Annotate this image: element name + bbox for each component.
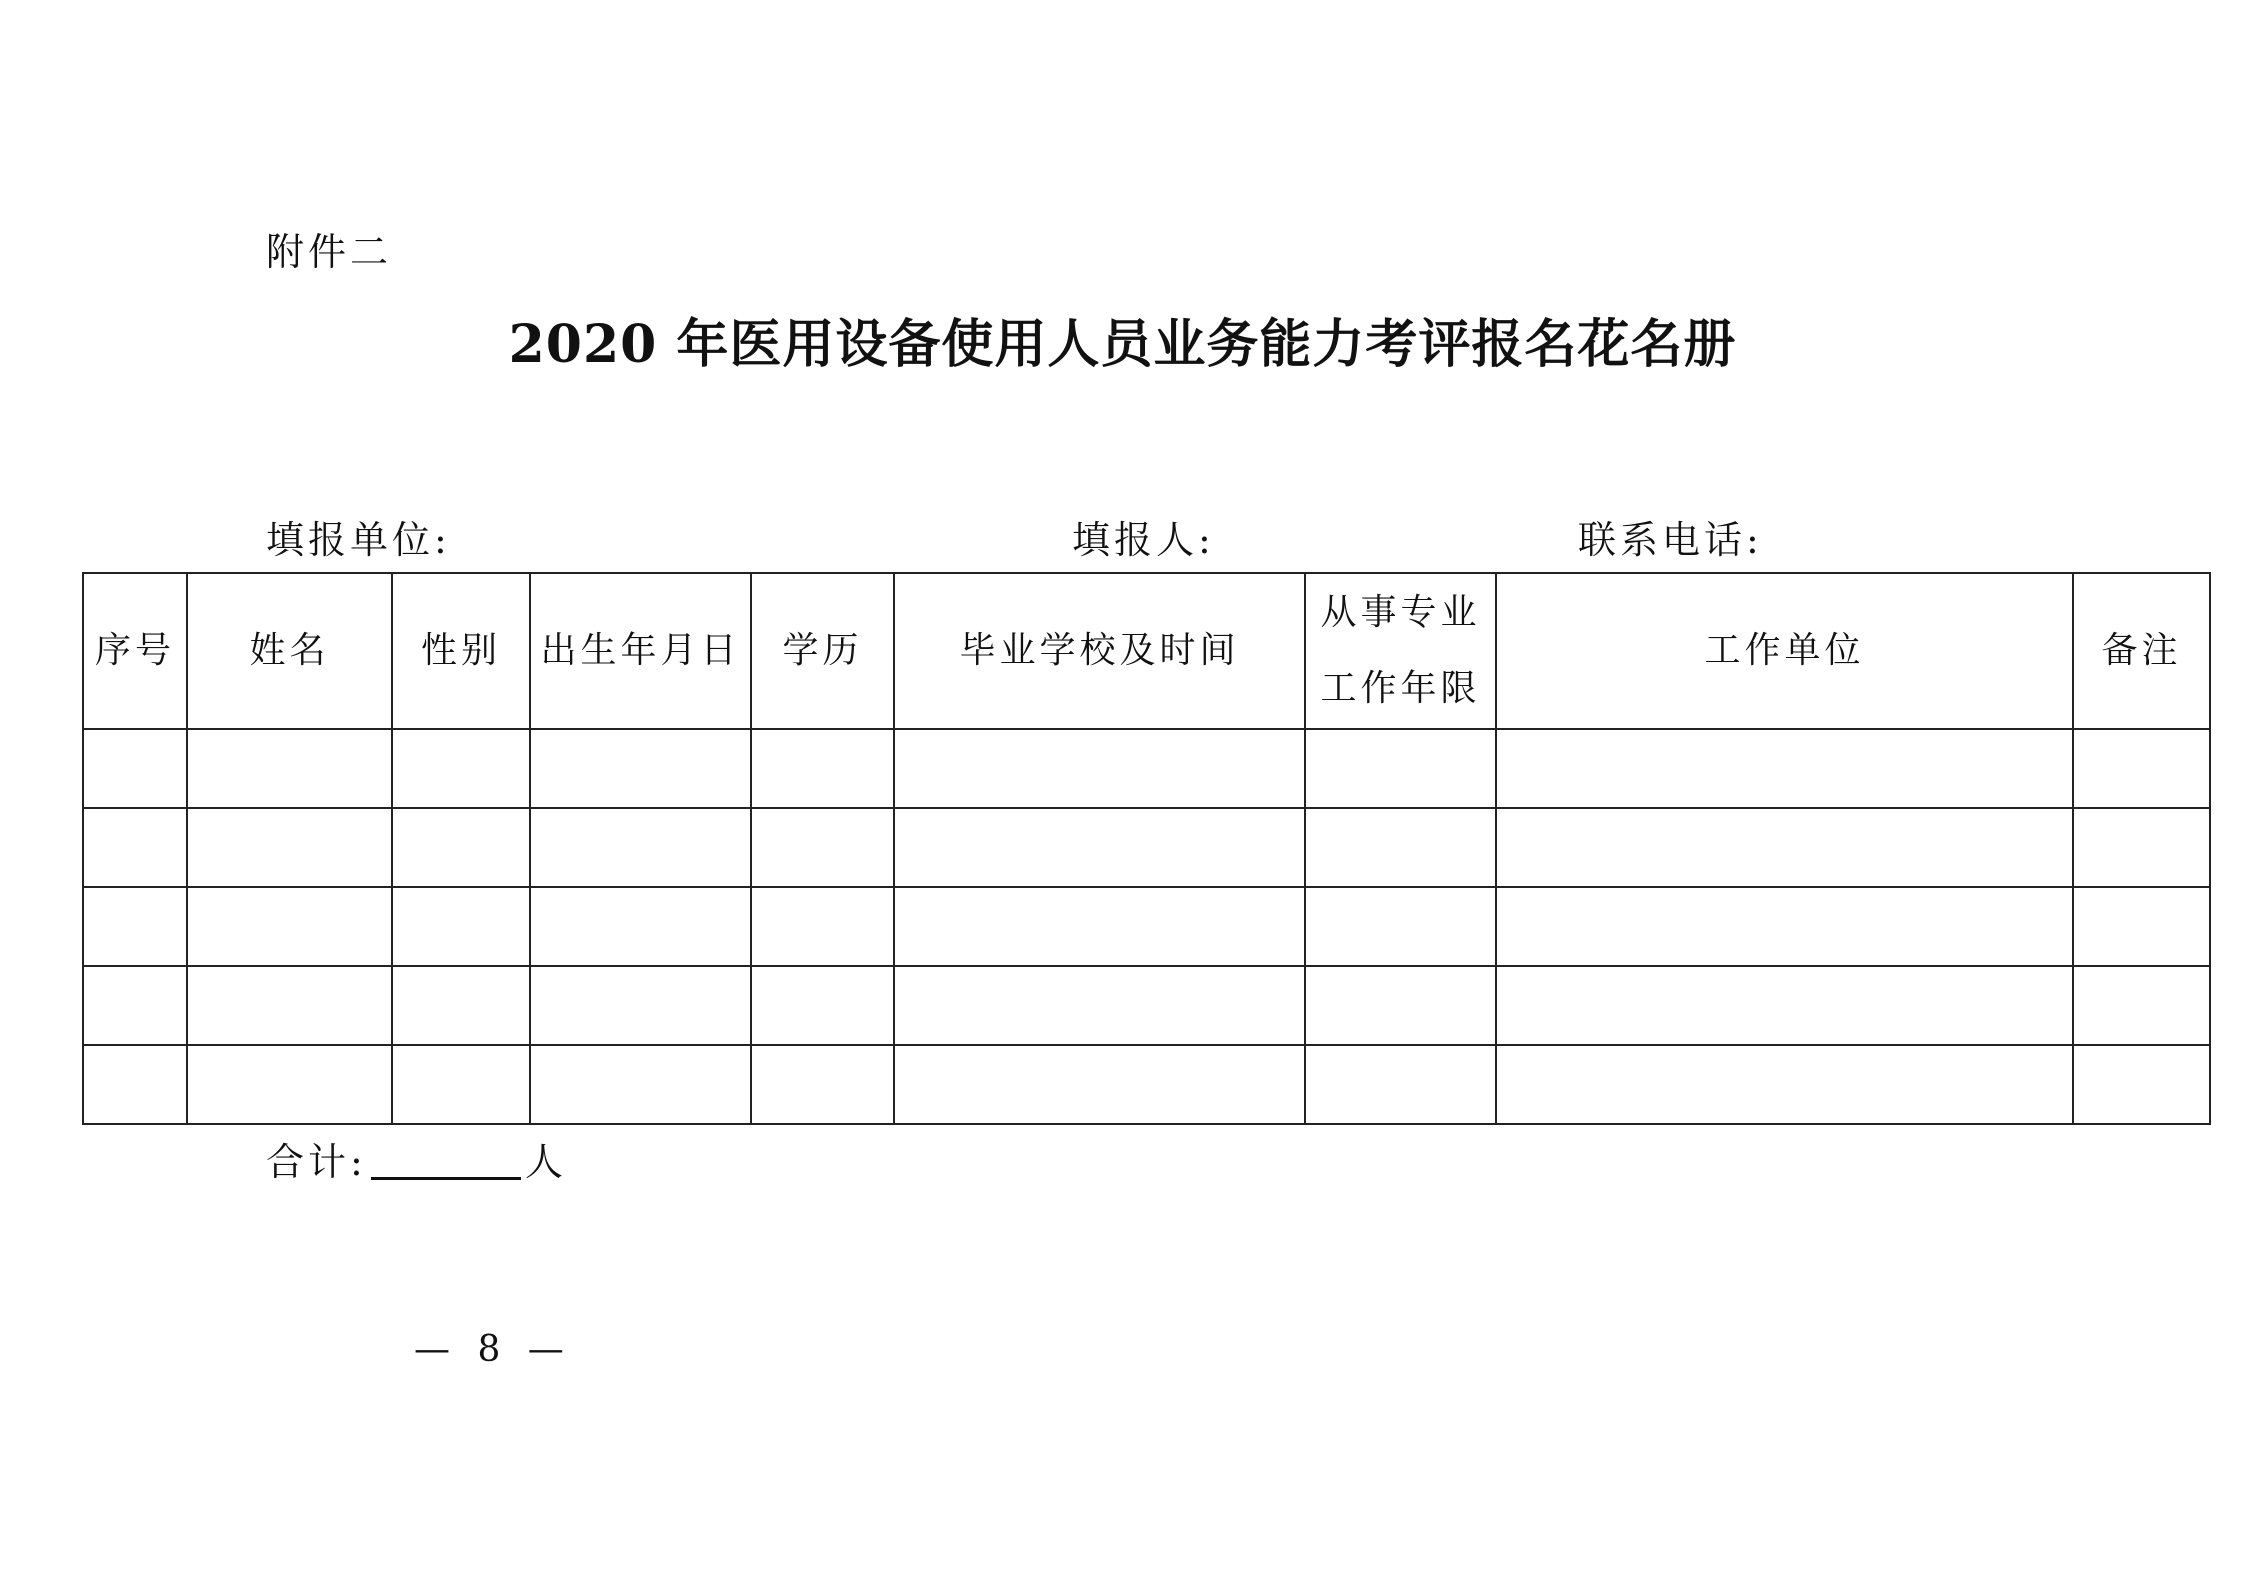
cell-school-and-time[interactable]	[894, 966, 1305, 1045]
header-professional-years-line1: 从事专业	[1320, 592, 1481, 633]
cell-professional-years[interactable]	[1305, 808, 1496, 887]
cell-name[interactable]	[187, 966, 392, 1045]
cell-workplace[interactable]	[1496, 887, 2073, 966]
reporting-unit-label: 填报单位:	[266, 518, 451, 562]
cell-remark[interactable]	[2073, 1045, 2210, 1124]
cell-birth-date[interactable]	[530, 966, 751, 1045]
cell-school-and-time[interactable]	[894, 729, 1305, 808]
cell-remark[interactable]	[2073, 729, 2210, 808]
page-title: 2020 年医用设备使用人员业务能力考评报名花名册	[508, 314, 1737, 375]
roster-table	[82, 572, 2211, 1125]
cell-professional-years[interactable]	[1305, 887, 1496, 966]
cell-education[interactable]	[751, 1045, 894, 1124]
header-name: 姓名	[187, 573, 392, 729]
cell-seq[interactable]	[83, 808, 187, 887]
cell-gender[interactable]	[392, 808, 530, 887]
cell-seq[interactable]	[83, 966, 187, 1045]
cell-name[interactable]	[187, 1045, 392, 1124]
cell-education[interactable]	[751, 887, 894, 966]
attachment-label: 附件二	[266, 230, 393, 274]
cell-remark[interactable]	[2073, 966, 2210, 1045]
cell-name[interactable]	[187, 808, 392, 887]
cell-professional-years[interactable]	[1305, 729, 1496, 808]
header-education: 学历	[751, 573, 894, 729]
header-professional-years-line2: 工作年限	[1320, 668, 1481, 709]
cell-birth-date[interactable]	[530, 1045, 751, 1124]
cell-birth-date[interactable]	[530, 729, 751, 808]
header-workplace: 工作单位	[1496, 573, 2073, 729]
cell-remark[interactable]	[2073, 887, 2210, 966]
total-unit: 人	[524, 1140, 567, 1184]
header-seq: 序号	[83, 573, 187, 729]
table-row	[83, 887, 2210, 966]
header-gender: 性别	[392, 573, 530, 729]
cell-workplace[interactable]	[1496, 966, 2073, 1045]
cell-gender[interactable]	[392, 887, 530, 966]
table-row	[83, 966, 2210, 1045]
cell-workplace[interactable]	[1496, 808, 2073, 887]
cell-school-and-time[interactable]	[894, 1045, 1305, 1124]
cell-professional-years[interactable]	[1305, 966, 1496, 1045]
cell-seq[interactable]	[83, 729, 187, 808]
cell-professional-years[interactable]	[1305, 1045, 1496, 1124]
total-label: 合计:	[266, 1140, 367, 1184]
total-line	[266, 1136, 567, 1188]
cell-workplace[interactable]	[1496, 729, 2073, 808]
cell-education[interactable]	[751, 966, 894, 1045]
cell-name[interactable]	[187, 887, 392, 966]
cell-gender[interactable]	[392, 729, 530, 808]
cell-school-and-time[interactable]	[894, 887, 1305, 966]
cell-seq[interactable]	[83, 1045, 187, 1124]
header-professional-years	[1305, 573, 1496, 729]
cell-seq[interactable]	[83, 887, 187, 966]
cell-education[interactable]	[751, 808, 894, 887]
table-row	[83, 1045, 2210, 1124]
reporter-label: 填报人:	[1072, 518, 1215, 562]
cell-gender[interactable]	[392, 966, 530, 1045]
page-number: — 8 —	[414, 1329, 572, 1370]
cell-gender[interactable]	[392, 1045, 530, 1124]
table-row	[83, 729, 2210, 808]
cell-education[interactable]	[751, 729, 894, 808]
cell-birth-date[interactable]	[530, 887, 751, 966]
table-header-row	[83, 573, 2210, 729]
cell-birth-date[interactable]	[530, 808, 751, 887]
header-birth-date: 出生年月日	[530, 573, 751, 729]
cell-remark[interactable]	[2073, 808, 2210, 887]
table-row	[83, 808, 2210, 887]
total-count-blank[interactable]	[371, 1137, 521, 1180]
header-school-and-time: 毕业学校及时间	[894, 573, 1305, 729]
cell-school-and-time[interactable]	[894, 808, 1305, 887]
cell-name[interactable]	[187, 729, 392, 808]
contact-phone-label: 联系电话:	[1578, 518, 1763, 562]
header-remark: 备注	[2073, 573, 2210, 729]
cell-workplace[interactable]	[1496, 1045, 2073, 1124]
